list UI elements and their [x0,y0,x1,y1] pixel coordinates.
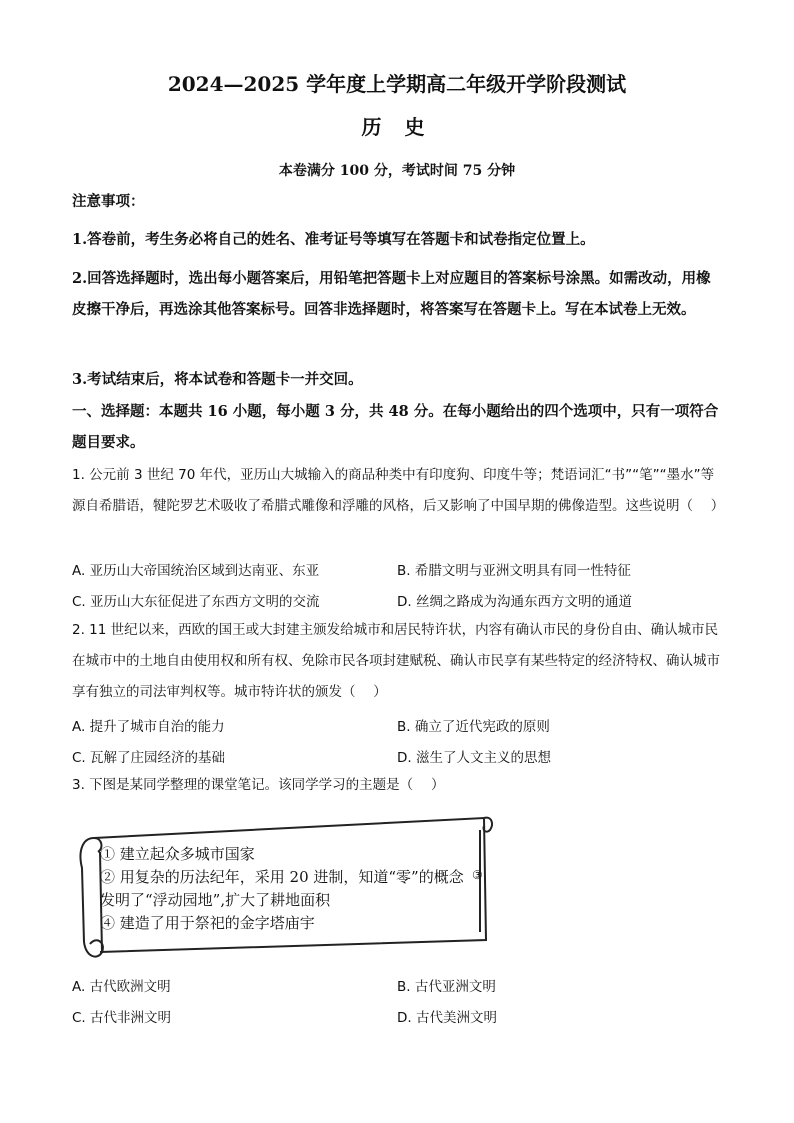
notice-heading: 注意事项： [72,193,145,210]
scroll-line-1: ① 建立起众多城市国家 [100,845,255,863]
subject-title: 历 史 [361,115,433,139]
question-3-option-b[interactable]: B. 古代亚洲文明 [397,979,496,995]
exam-meta: 本卷满分 100 分，考试时间 75 分钟 [278,163,516,179]
question-2-option-d[interactable]: D. 滋生了人文主义的思想 [397,750,551,766]
question-2-option-b[interactable]: B. 确立了近代宪政的原则 [397,719,550,735]
scroll-note-content [100,843,480,935]
notice-item-2: 2.回答选择题时，选出每小题答案后，用铅笔把答题卡上对应题目的答案标号涂黑。如需改动，用橡皮擦干净后，再选涂其他答案标号。回答非选择题时，将答案写在答题卡上。写在本试卷上无效。 [72,270,711,318]
exam-title: 2024—2025 学年度上学期高二年级开学阶段测试 [167,72,627,96]
question-3-option-c[interactable]: C. 古代非洲文明 [72,1010,172,1026]
question-1-stem: 1. 公元前 3 世纪 70 年代，亚历山大城输入的商品种类中有印度狗、印度牛等；梵语词汇“书”“笔”“墨水”等源自希腊语，犍陀罗艺术吸收了希腊式雕像和浮雕的风格，后又影响了中国早期的佛像造型。这些说明（ ） [72,467,725,514]
question-2-stem: 2. 11 世纪以来，西欧的国王或大封建主颁发给城市和居民特许状，内容有确认市民的身份自由、确认城市民在城市中的土地自由使用权和所有权、免除市民各项封建赋税、确认市民享有某些特定的经济特权、确认城市享有独立的司法审判权等。城市特许状的颁发（ ） [72,622,720,700]
scroll-line-2: ② 用复杂的历法纪年，采用 20 进制，知道“零”的概念 [100,868,464,886]
scroll-marker-3: ③ [472,868,483,882]
scroll-line-3: 发明了“浮动园地”,扩大了耕地面积 [100,891,331,909]
question-3-option-a[interactable]: A. 古代欧洲文明 [72,979,171,995]
section-heading: 一、选择题：本题共 16 小题，每小题 3 分，共 48 分。在每小题给出的四个选项中，只有一项符合题目要求。 [72,403,719,451]
notice-item-1: 1.答卷前，考生务必将自己的姓名、准考证号等填写在答题卡和试卷指定位置上。 [72,231,595,248]
notice-item-3: 3.考试结束后，将本试卷和答题卡一并交回。 [72,371,363,388]
question-2-option-c[interactable]: C. 瓦解了庄园经济的基础 [72,750,226,766]
scroll-line-4: ④ 建造了用于祭祀的金字塔庙宇 [100,914,315,932]
question-1-option-b[interactable]: B. 希腊文明与亚洲文明具有同一性特征 [397,563,631,579]
question-3-option-d[interactable]: D. 古代美洲文明 [397,1010,497,1026]
question-1-option-a[interactable]: A. 亚历山大帝国统治区域到达南亚、东亚 [72,563,320,579]
question-3-stem: 3. 下图是某同学整理的课堂笔记。该同学学习的主题是（ ） [72,777,445,793]
question-1-option-c[interactable]: C. 亚历山大东征促进了东西方文明的交流 [72,594,320,610]
question-1-option-d[interactable]: D. 丝绸之路成为沟通东西方文明的通道 [397,594,632,610]
question-2-option-a[interactable]: A. 提升了城市自治的能力 [72,719,225,735]
